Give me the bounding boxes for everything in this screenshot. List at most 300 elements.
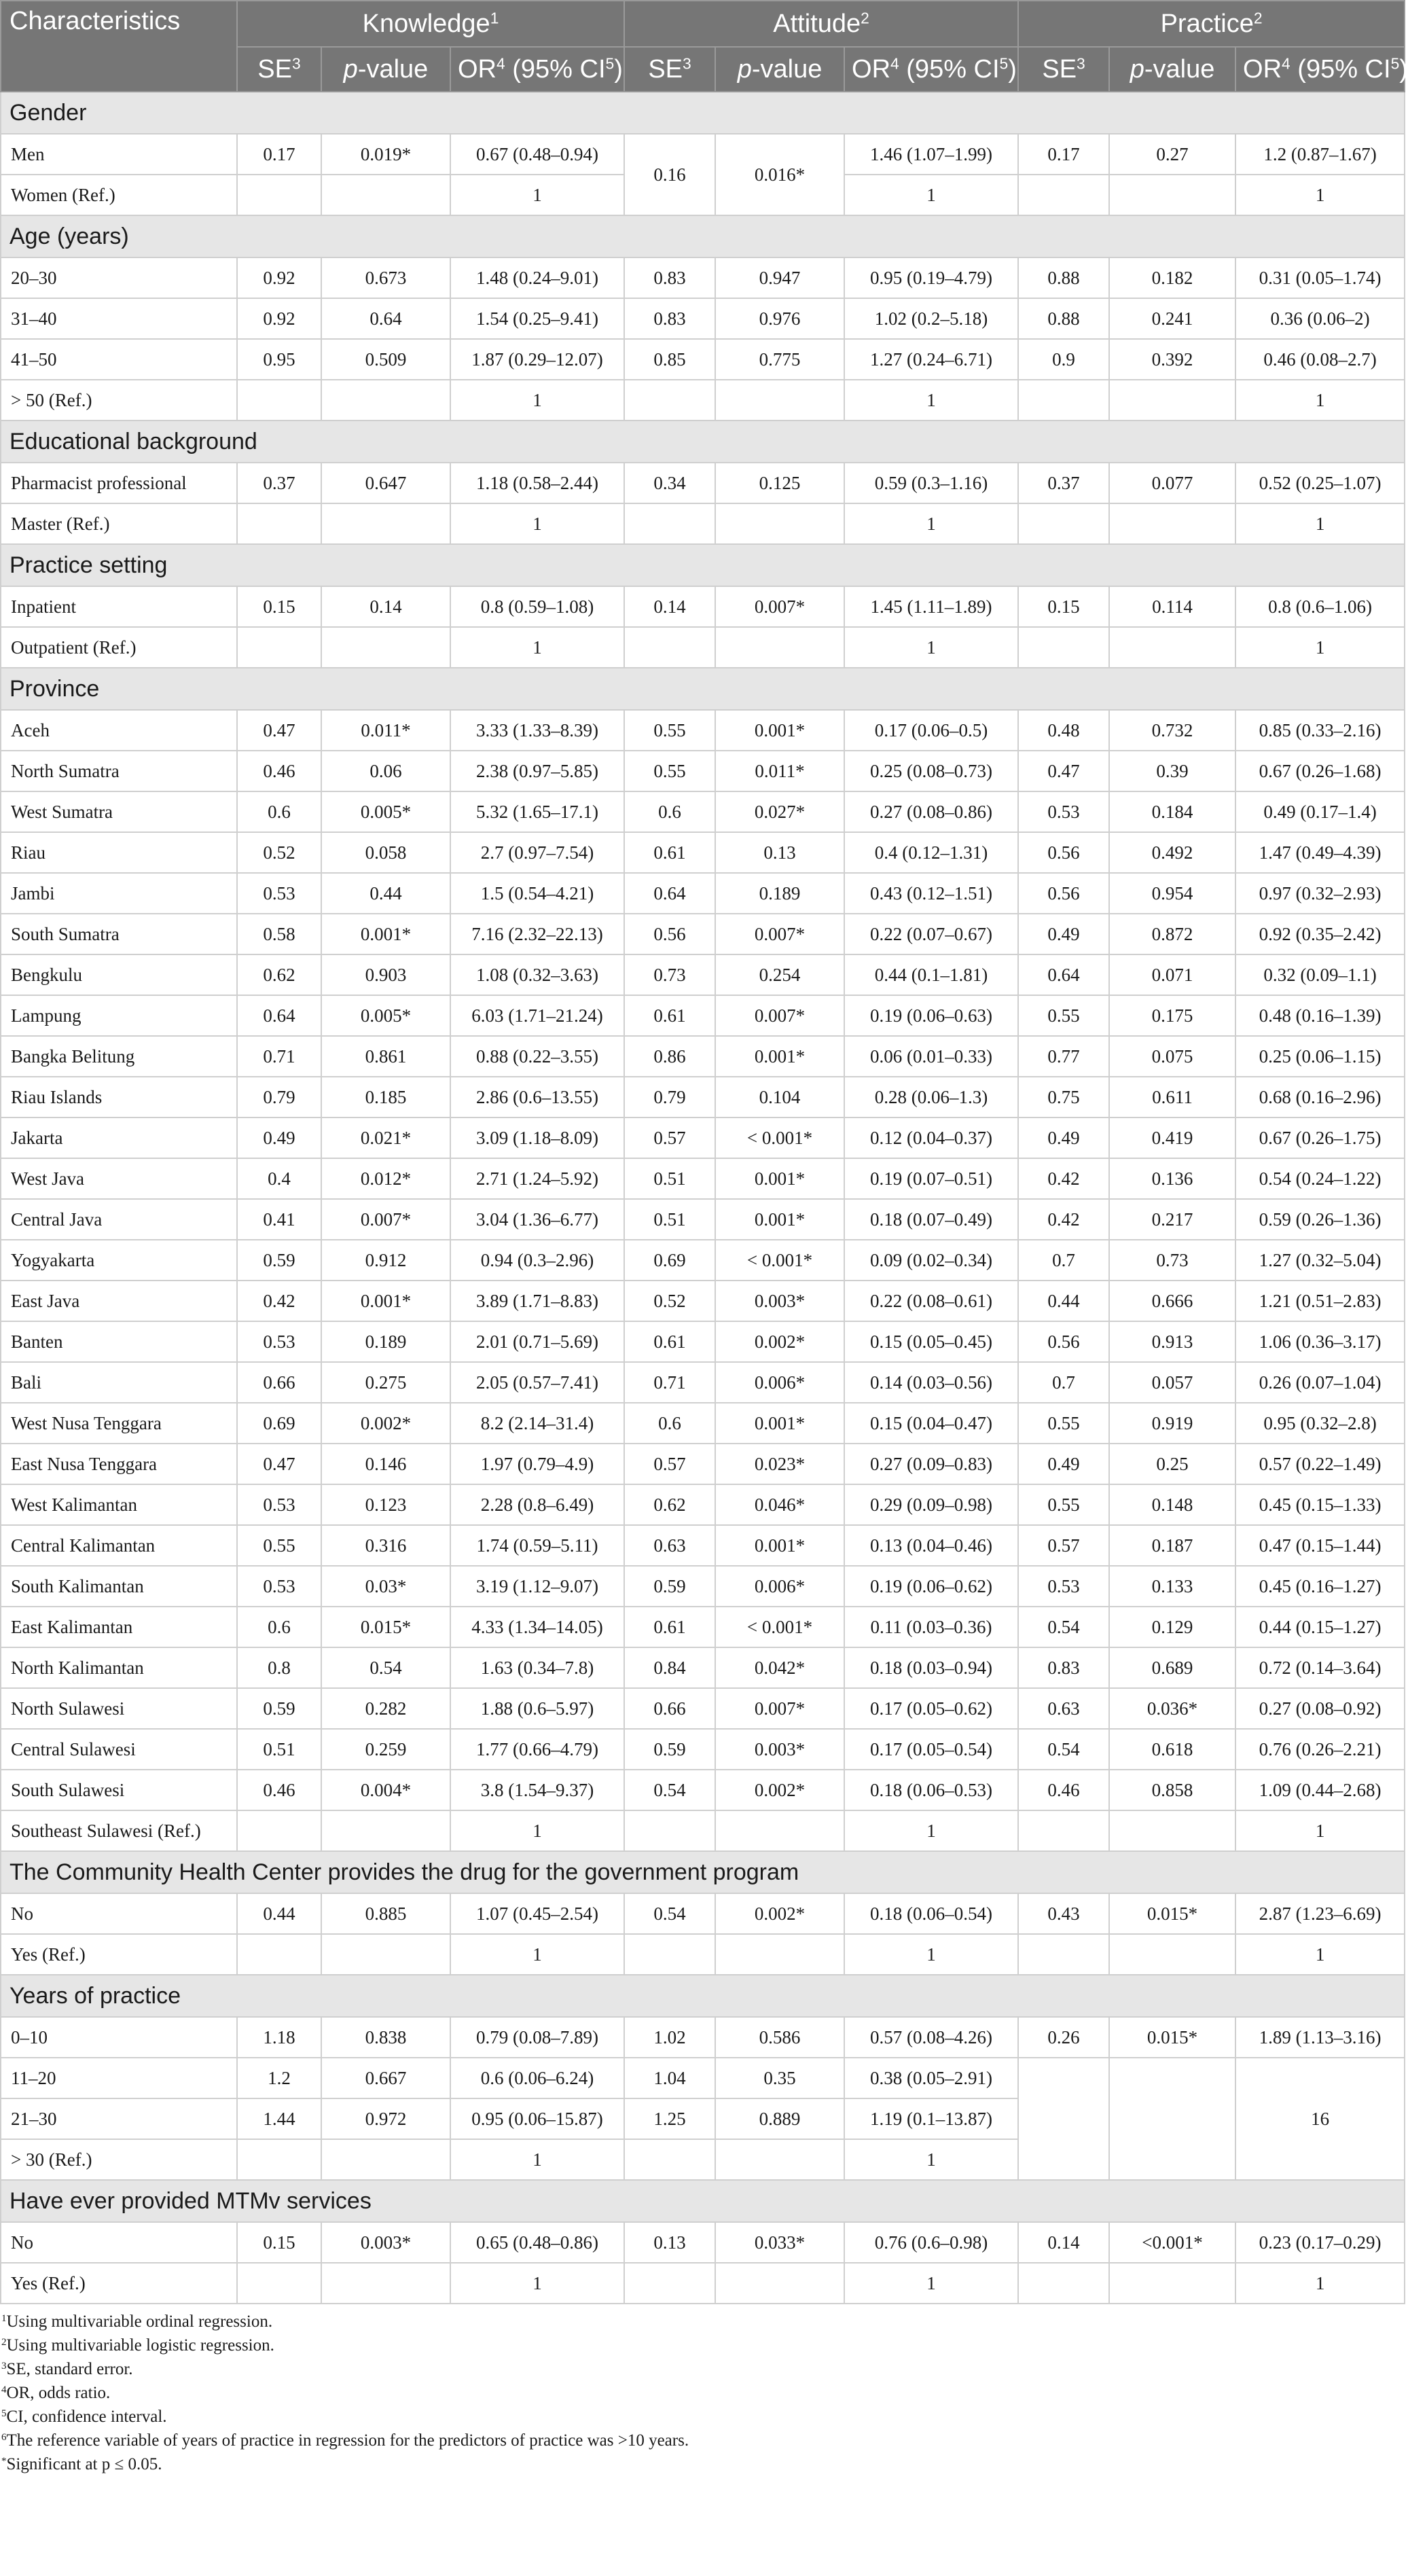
table-row bbox=[1, 134, 1405, 175]
row-label: South Kalimantan bbox=[1, 1566, 237, 1607]
table-row bbox=[1, 1893, 1405, 1934]
row-label: Bengkulu bbox=[1, 954, 237, 995]
table-cell bbox=[1109, 1934, 1235, 1975]
table-cell: 0.125 bbox=[715, 463, 844, 503]
table-cell: 2.87 (1.23–6.69) bbox=[1235, 1893, 1405, 1934]
table-cell: 0.73 bbox=[624, 954, 715, 995]
table-cell: 0.015* bbox=[321, 1607, 450, 1647]
table-cell: 0.53 bbox=[1018, 791, 1109, 832]
table-row bbox=[1, 257, 1405, 298]
table-cell: 0.69 bbox=[237, 1403, 321, 1444]
table-cell: 1.08 (0.32–3.63) bbox=[450, 954, 624, 995]
table-cell: 1.27 (0.24–6.71) bbox=[844, 339, 1018, 380]
table-cell: 0.001* bbox=[321, 1281, 450, 1321]
table-cell: 0.94 (0.3–2.96) bbox=[450, 1240, 624, 1281]
row-label: 21–30 bbox=[1, 2098, 237, 2139]
table-cell: 1 bbox=[844, 175, 1018, 215]
table-cell: 1 bbox=[450, 2139, 624, 2180]
table-cell: 0.37 bbox=[237, 463, 321, 503]
table-cell: 0.53 bbox=[237, 1321, 321, 1362]
table-cell: 4.33 (1.34–14.05) bbox=[450, 1607, 624, 1647]
section-title: The Community Health Center provides the drug for the government program bbox=[1, 1851, 1405, 1893]
attitude-p-value-header: p-value bbox=[715, 47, 844, 92]
row-label: Master (Ref.) bbox=[1, 503, 237, 544]
table-cell bbox=[1109, 175, 1235, 215]
section-row bbox=[1, 1975, 1405, 2017]
table-cell: 0.18 (0.06–0.53) bbox=[844, 1770, 1018, 1810]
table-row bbox=[1, 2017, 1405, 2058]
table-cell: 1 bbox=[844, 503, 1018, 544]
table-cell: 0.62 bbox=[237, 954, 321, 995]
table-cell: 0.182 bbox=[1109, 257, 1235, 298]
table-cell: 0.947 bbox=[715, 257, 844, 298]
table-cell: 0.011* bbox=[715, 751, 844, 791]
table-cell: 3.09 (1.18–8.09) bbox=[450, 1117, 624, 1158]
table-row bbox=[1, 503, 1405, 544]
table-cell bbox=[1018, 2263, 1109, 2304]
table-cell: 0.88 (0.22–3.55) bbox=[450, 1036, 624, 1077]
table-row bbox=[1, 2263, 1405, 2304]
row-label: 11–20 bbox=[1, 2058, 237, 2098]
table-cell: 0.13 (0.04–0.46) bbox=[844, 1525, 1018, 1566]
table-cell: 0.61 bbox=[624, 1607, 715, 1647]
table-row bbox=[1, 1117, 1405, 1158]
section-row bbox=[1, 544, 1405, 586]
table-cell: 0.84 bbox=[624, 1647, 715, 1688]
table-cell: 0.004* bbox=[321, 1770, 450, 1810]
table-cell bbox=[237, 627, 321, 668]
table-cell: 2.71 (1.24–5.92) bbox=[450, 1158, 624, 1199]
table-cell bbox=[624, 1810, 715, 1851]
row-label: 0–10 bbox=[1, 2017, 237, 2058]
row-label: North Sulawesi bbox=[1, 1688, 237, 1729]
table-cell: 3.8 (1.54–9.37) bbox=[450, 1770, 624, 1810]
table-cell: 0.033* bbox=[715, 2222, 844, 2263]
table-cell: 0.51 bbox=[624, 1158, 715, 1199]
table-cell: 0.66 bbox=[237, 1362, 321, 1403]
row-label: Bali bbox=[1, 1362, 237, 1403]
table-cell: 3.04 (1.36–6.77) bbox=[450, 1199, 624, 1240]
table-cell: 0.012* bbox=[321, 1158, 450, 1199]
table-cell: 0.15 bbox=[237, 2222, 321, 2263]
table-cell bbox=[1018, 627, 1109, 668]
table-cell: 1.5 (0.54–4.21) bbox=[450, 873, 624, 914]
table-row bbox=[1, 380, 1405, 421]
table-cell: < 0.001* bbox=[715, 1240, 844, 1281]
table-cell: 0.189 bbox=[321, 1321, 450, 1362]
table-row bbox=[1, 791, 1405, 832]
table-cell: 0.14 bbox=[321, 586, 450, 627]
section-row bbox=[1, 421, 1405, 463]
table-cell: 0.241 bbox=[1109, 298, 1235, 339]
table-cell: 0.903 bbox=[321, 954, 450, 995]
table-cell: 2.05 (0.57–7.41) bbox=[450, 1362, 624, 1403]
table-cell: 0.83 bbox=[624, 257, 715, 298]
table-cell: 1 bbox=[1235, 627, 1405, 668]
table-cell: 0.419 bbox=[1109, 1117, 1235, 1158]
row-label: West Sumatra bbox=[1, 791, 237, 832]
table-cell: 0.83 bbox=[1018, 1647, 1109, 1688]
table-cell: 8.2 (2.14–31.4) bbox=[450, 1403, 624, 1444]
table-cell: 0.27 bbox=[1109, 134, 1235, 175]
table-cell: 0.49 bbox=[1018, 914, 1109, 954]
table-cell: 0.123 bbox=[321, 1484, 450, 1525]
table-cell: 3.89 (1.71–8.83) bbox=[450, 1281, 624, 1321]
row-label: > 50 (Ref.) bbox=[1, 380, 237, 421]
row-label: Inpatient bbox=[1, 586, 237, 627]
table-cell: 1 bbox=[1235, 1810, 1405, 1851]
table-cell: 0.75 bbox=[1018, 1077, 1109, 1117]
row-label: 20–30 bbox=[1, 257, 237, 298]
table-cell: 0.61 bbox=[624, 1321, 715, 1362]
table-cell: 0.65 (0.48–0.86) bbox=[450, 2222, 624, 2263]
table-cell bbox=[624, 380, 715, 421]
table-cell: 0.114 bbox=[1109, 586, 1235, 627]
table-cell: 0.64 bbox=[321, 298, 450, 339]
table-cell: 0.17 bbox=[237, 134, 321, 175]
table-cell: 0.86 bbox=[624, 1036, 715, 1077]
table-cell: 0.44 (0.1–1.81) bbox=[844, 954, 1018, 995]
table-cell: 0.42 bbox=[1018, 1158, 1109, 1199]
table-row bbox=[1, 751, 1405, 791]
table-cell: 0.057 bbox=[1109, 1362, 1235, 1403]
section-title: Have ever provided MTMv services bbox=[1, 2180, 1405, 2222]
table-cell: 0.912 bbox=[321, 1240, 450, 1281]
table-row bbox=[1, 1036, 1405, 1077]
table-cell: 0.26 bbox=[1018, 2017, 1109, 2058]
table-cell: 0.52 bbox=[624, 1281, 715, 1321]
table-cell bbox=[237, 2263, 321, 2304]
table-cell: 0.57 bbox=[624, 1117, 715, 1158]
table-cell: 0.046* bbox=[715, 1484, 844, 1525]
table-cell: 0.46 bbox=[237, 751, 321, 791]
table-cell: 0.15 bbox=[237, 586, 321, 627]
table-row bbox=[1, 1321, 1405, 1362]
table-cell: 1.45 (1.11–1.89) bbox=[844, 586, 1018, 627]
row-label: 41–50 bbox=[1, 339, 237, 380]
table-cell: 0.27 (0.08–0.86) bbox=[844, 791, 1018, 832]
table-cell: 0.7 bbox=[1018, 1362, 1109, 1403]
table-cell: 1 bbox=[844, 2139, 1018, 2180]
section-title: Educational background bbox=[1, 421, 1405, 463]
table-cell bbox=[624, 2263, 715, 2304]
row-label: Outpatient (Ref.) bbox=[1, 627, 237, 668]
table-cell: 0.13 bbox=[715, 832, 844, 873]
table-cell: 1 bbox=[844, 1934, 1018, 1975]
table-cell: 0.76 (0.6–0.98) bbox=[844, 2222, 1018, 2263]
table-cell bbox=[237, 1934, 321, 1975]
table-cell: 0.15 bbox=[1018, 586, 1109, 627]
table-cell: 0.187 bbox=[1109, 1525, 1235, 1566]
table-cell: 0.53 bbox=[237, 873, 321, 914]
table-cell: 0.6 bbox=[624, 1403, 715, 1444]
row-label: Bangka Belitung bbox=[1, 1036, 237, 1077]
row-label: Riau bbox=[1, 832, 237, 873]
table-cell: 0.54 bbox=[1018, 1607, 1109, 1647]
table-cell: 1 bbox=[450, 380, 624, 421]
table-cell: 1.88 (0.6–5.97) bbox=[450, 1688, 624, 1729]
table-cell: 0.7 bbox=[1018, 1240, 1109, 1281]
characteristics-header: Characteristics bbox=[1, 1, 237, 92]
table-cell: 0.885 bbox=[321, 1893, 450, 1934]
table-cell: 0.18 (0.03–0.94) bbox=[844, 1647, 1018, 1688]
table-cell: 1.07 (0.45–2.54) bbox=[450, 1893, 624, 1934]
table-cell: 0.92 bbox=[237, 298, 321, 339]
table-cell: 0.85 bbox=[624, 339, 715, 380]
table-cell: 0.79 bbox=[237, 1077, 321, 1117]
table-cell: 0.019* bbox=[321, 134, 450, 175]
table-cell: 0.97 (0.32–2.93) bbox=[1235, 873, 1405, 914]
table-cell: 1.47 (0.49–4.39) bbox=[1235, 832, 1405, 873]
table-cell: 0.058 bbox=[321, 832, 450, 873]
table-row bbox=[1, 995, 1405, 1036]
table-cell: 0.72 (0.14–3.64) bbox=[1235, 1647, 1405, 1688]
table-cell bbox=[1018, 380, 1109, 421]
table-cell: 1.87 (0.29–12.07) bbox=[450, 339, 624, 380]
table-cell: 0.88 bbox=[1018, 298, 1109, 339]
table-cell bbox=[1109, 2058, 1235, 2180]
table-cell: 0.47 bbox=[237, 1444, 321, 1484]
row-label: Yogyakarta bbox=[1, 1240, 237, 1281]
table-cell: 0.001* bbox=[715, 1158, 844, 1199]
footnote: *Significant at p ≤ 0.05. bbox=[1, 2455, 162, 2473]
table-cell: 0.6 bbox=[237, 791, 321, 832]
table-row bbox=[1, 1810, 1405, 1851]
table-cell: 0.25 (0.06–1.15) bbox=[1235, 1036, 1405, 1077]
row-label: Men bbox=[1, 134, 237, 175]
table-cell: 0.29 (0.09–0.98) bbox=[844, 1484, 1018, 1525]
table-cell: 0.59 bbox=[237, 1688, 321, 1729]
practice-se-header: $SE^3$ bbox=[1018, 47, 1109, 92]
table-cell: 0.63 bbox=[1018, 1688, 1109, 1729]
table-cell: 0.49 bbox=[1018, 1117, 1109, 1158]
table-cell: 0.259 bbox=[321, 1729, 450, 1770]
table-cell: 0.28 (0.06–1.3) bbox=[844, 1077, 1018, 1117]
table-row bbox=[1, 1607, 1405, 1647]
table-cell bbox=[321, 175, 450, 215]
table-cell: 0.104 bbox=[715, 1077, 844, 1117]
table-cell: 0.007* bbox=[715, 586, 844, 627]
table-cell: 0.005* bbox=[321, 995, 450, 1036]
table-cell: 0.68 (0.16–2.96) bbox=[1235, 1077, 1405, 1117]
table-cell bbox=[1018, 503, 1109, 544]
row-label: Yes (Ref.) bbox=[1, 2263, 237, 2304]
row-label: No bbox=[1, 1893, 237, 1934]
table-cell: 0.4 (0.12–1.31) bbox=[844, 832, 1018, 873]
table-cell bbox=[715, 503, 844, 544]
table-cell: 0.001* bbox=[715, 1036, 844, 1077]
row-label: East Kalimantan bbox=[1, 1607, 237, 1647]
table-cell: 1.54 (0.25–9.41) bbox=[450, 298, 624, 339]
table-cell: 0.071 bbox=[1109, 954, 1235, 995]
table-row bbox=[1, 710, 1405, 751]
table-cell: 0.036* bbox=[1109, 1688, 1235, 1729]
table-cell: 1 bbox=[844, 380, 1018, 421]
table-cell: 0.55 bbox=[1018, 995, 1109, 1036]
table-cell: 0.57 (0.08–4.26) bbox=[844, 2017, 1018, 2058]
table-cell: 0.48 (0.16–1.39) bbox=[1235, 995, 1405, 1036]
table-cell: 0.88 bbox=[1018, 257, 1109, 298]
table-cell: 0.47 (0.15–1.44) bbox=[1235, 1525, 1405, 1566]
practice-p-value-header: p-value bbox=[1109, 47, 1235, 92]
table-cell: 0.954 bbox=[1109, 873, 1235, 914]
table-cell: 1 bbox=[450, 627, 624, 668]
table-cell bbox=[321, 1934, 450, 1975]
table-cell bbox=[237, 503, 321, 544]
footnote: $^4$OR, odds ratio. bbox=[1, 2384, 111, 2402]
table-cell: 0.53 bbox=[237, 1566, 321, 1607]
table-cell: 0.14 bbox=[1018, 2222, 1109, 2263]
table-cell: 0.021* bbox=[321, 1117, 450, 1158]
table-row bbox=[1, 2222, 1405, 2263]
table-cell: 1.46 (1.07–1.99) bbox=[844, 134, 1018, 175]
table-cell: 0.17 bbox=[1018, 134, 1109, 175]
table-cell bbox=[624, 503, 715, 544]
table-cell: 0.129 bbox=[1109, 1607, 1235, 1647]
table-row bbox=[1, 298, 1405, 339]
table-cell bbox=[624, 2139, 715, 2180]
table-cell: 0.31 (0.05–1.74) bbox=[1235, 257, 1405, 298]
table-cell: 0.51 bbox=[624, 1199, 715, 1240]
table-cell bbox=[1018, 2058, 1109, 2180]
attitude-se-header: $SE^3$ bbox=[624, 47, 715, 92]
table-cell: 1 bbox=[450, 1934, 624, 1975]
table-cell: 0.647 bbox=[321, 463, 450, 503]
table-cell: 0.57 bbox=[1018, 1525, 1109, 1566]
table-cell: 0.59 bbox=[624, 1566, 715, 1607]
table-cell bbox=[1109, 1810, 1235, 1851]
section-row bbox=[1, 92, 1405, 134]
table-cell bbox=[321, 2263, 450, 2304]
table-cell bbox=[1018, 1934, 1109, 1975]
table-cell: 0.185 bbox=[321, 1077, 450, 1117]
row-label: West Kalimantan bbox=[1, 1484, 237, 1525]
table-cell: 1.2 bbox=[237, 2058, 321, 2098]
table-cell: 0.56 bbox=[1018, 1321, 1109, 1362]
table-cell: 0.48 bbox=[1018, 710, 1109, 751]
table-cell: 1 bbox=[844, 2263, 1018, 2304]
row-label: Jakarta bbox=[1, 1117, 237, 1158]
table-cell: 0.59 (0.26–1.36) bbox=[1235, 1199, 1405, 1240]
table-cell: 0.26 (0.07–1.04) bbox=[1235, 1362, 1405, 1403]
table-body bbox=[1, 92, 1405, 2304]
table-cell: 0.49 bbox=[237, 1117, 321, 1158]
table-cell: 0.55 bbox=[237, 1525, 321, 1566]
table-cell: 0.56 bbox=[1018, 873, 1109, 914]
table-cell: 0.59 (0.3–1.16) bbox=[844, 463, 1018, 503]
table-row bbox=[1, 1729, 1405, 1770]
table-cell: 0.42 bbox=[1018, 1199, 1109, 1240]
table-cell: 0.54 bbox=[624, 1893, 715, 1934]
table-cell: 0.6 (0.06–6.24) bbox=[450, 2058, 624, 2098]
table-cell: 1.2 (0.87–1.67) bbox=[1235, 134, 1405, 175]
table-cell: 0.19 (0.07–0.51) bbox=[844, 1158, 1018, 1199]
table-cell: 1.02 (0.2–5.18) bbox=[844, 298, 1018, 339]
table-cell: 0.54 bbox=[321, 1647, 450, 1688]
table-cell: 0.689 bbox=[1109, 1647, 1235, 1688]
table-cell: 0.66 bbox=[624, 1688, 715, 1729]
table-cell: 0.075 bbox=[1109, 1036, 1235, 1077]
table-cell: 0.18 (0.06–0.54) bbox=[844, 1893, 1018, 1934]
table-cell: 0.92 bbox=[237, 257, 321, 298]
table-cell bbox=[715, 2263, 844, 2304]
footnote: $^3$SE, standard error. bbox=[1, 2360, 133, 2378]
table-cell: 0.146 bbox=[321, 1444, 450, 1484]
table-cell: 0.46 bbox=[1018, 1770, 1109, 1810]
table-cell: 1.25 bbox=[624, 2098, 715, 2139]
table-cell: 0.62 bbox=[624, 1484, 715, 1525]
table-cell: 0.55 bbox=[1018, 1403, 1109, 1444]
table-cell: 0.586 bbox=[715, 2017, 844, 2058]
table-cell: 0.45 (0.15–1.33) bbox=[1235, 1484, 1405, 1525]
table-cell: 0.32 (0.09–1.1) bbox=[1235, 954, 1405, 995]
table-cell: 0.17 (0.06–0.5) bbox=[844, 710, 1018, 751]
table-cell bbox=[1018, 1810, 1109, 1851]
knowledge-se-header: $SE^3$ bbox=[237, 47, 321, 92]
row-label: Riau Islands bbox=[1, 1077, 237, 1117]
table-cell: 1.21 (0.51–2.83) bbox=[1235, 1281, 1405, 1321]
table-cell: 6.03 (1.71–21.24) bbox=[450, 995, 624, 1036]
row-label: South Sumatra bbox=[1, 914, 237, 954]
table-cell: 0.8 (0.6–1.06) bbox=[1235, 586, 1405, 627]
table-cell: 0.002* bbox=[715, 1893, 844, 1934]
table-cell: 1.63 (0.34–7.8) bbox=[450, 1647, 624, 1688]
table-cell: 0.85 (0.33–2.16) bbox=[1235, 710, 1405, 751]
table-cell: 0.46 (0.08–2.7) bbox=[1235, 339, 1405, 380]
section-title: Province bbox=[1, 668, 1405, 710]
table-cell: 0.67 (0.48–0.94) bbox=[450, 134, 624, 175]
table-cell: 0.42 bbox=[237, 1281, 321, 1321]
table-cell: 0.39 bbox=[1109, 751, 1235, 791]
table-cell: 0.45 (0.16–1.27) bbox=[1235, 1566, 1405, 1607]
table-cell: 0.9 bbox=[1018, 339, 1109, 380]
table-cell: 0.077 bbox=[1109, 463, 1235, 503]
table-cell: 0.002* bbox=[715, 1770, 844, 1810]
row-label: 31–40 bbox=[1, 298, 237, 339]
table-row bbox=[1, 1403, 1405, 1444]
table-cell: 0.64 bbox=[1018, 954, 1109, 995]
table-cell: 0.79 bbox=[624, 1077, 715, 1117]
table-cell: 0.71 bbox=[237, 1036, 321, 1077]
attitude-or-ci-header: $OR^4$ (95% $CI^5$) bbox=[844, 47, 1018, 92]
table-cell: 0.06 (0.01–0.33) bbox=[844, 1036, 1018, 1077]
table-cell: 1 bbox=[1235, 2263, 1405, 2304]
table-cell: 1.18 (0.58–2.44) bbox=[450, 463, 624, 503]
table-cell bbox=[321, 627, 450, 668]
table-cell: 7.16 (2.32–22.13) bbox=[450, 914, 624, 954]
table-cell: 0.15 (0.05–0.45) bbox=[844, 1321, 1018, 1362]
table-cell: 0.46 bbox=[237, 1770, 321, 1810]
table-cell bbox=[1109, 2263, 1235, 2304]
table-row bbox=[1, 1688, 1405, 1729]
row-label: Yes (Ref.) bbox=[1, 1934, 237, 1975]
table-cell: 0.666 bbox=[1109, 1281, 1235, 1321]
table-cell: 0.34 bbox=[624, 463, 715, 503]
table-cell: 1 bbox=[450, 2263, 624, 2304]
table-cell: 0.732 bbox=[1109, 710, 1235, 751]
table-cell: 0.59 bbox=[624, 1729, 715, 1770]
row-label: North Sumatra bbox=[1, 751, 237, 791]
table-cell: 0.35 bbox=[715, 2058, 844, 2098]
table-cell: 0.44 bbox=[321, 873, 450, 914]
row-label: East Nusa Tenggara bbox=[1, 1444, 237, 1484]
table-row bbox=[1, 1281, 1405, 1321]
table-cell: 0.25 bbox=[1109, 1444, 1235, 1484]
table-cell: 0.03* bbox=[321, 1566, 450, 1607]
table-cell: 0.027* bbox=[715, 791, 844, 832]
table-cell: 0.22 (0.08–0.61) bbox=[844, 1281, 1018, 1321]
table-row bbox=[1, 1934, 1405, 1975]
